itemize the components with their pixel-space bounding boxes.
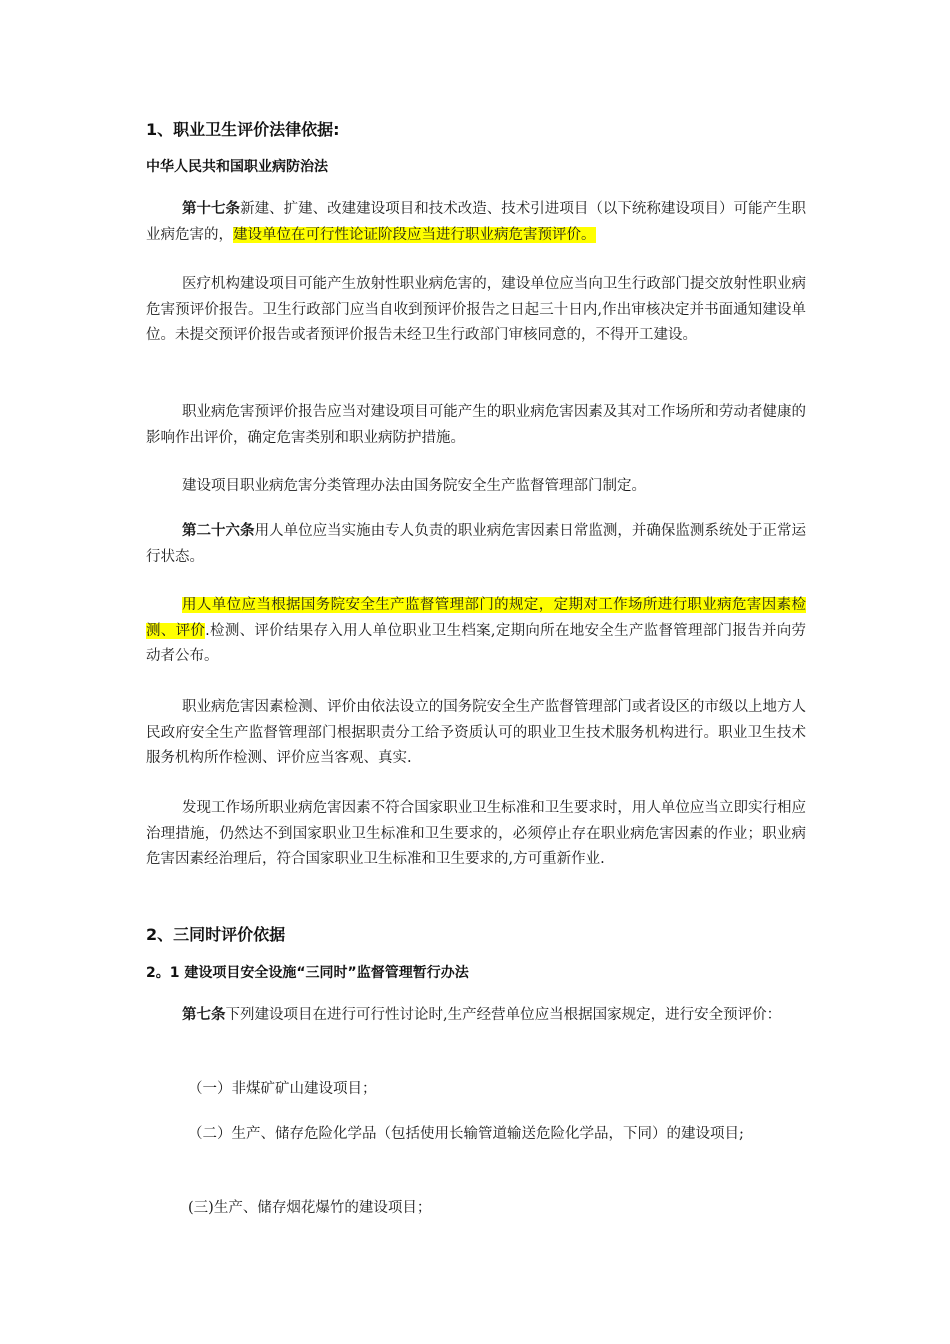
article-7-paragraph [146,1003,806,1029]
article-7-label: 第七条 [182,1007,226,1023]
article-17-text: 新建、扩建、改建建设项目和技术改造、技术引进项目（以下统称建设项目）可能产生职业病危害的， [146,201,807,243]
employer-paragraph [146,593,806,670]
list-item-2: （二）生产、储存危险化学品（包括使用长输管道输送危险化学品，下同）的建设项目; [188,1126,744,1142]
list-item-3: (三)生产、储存烟花爆竹的建设项目； [188,1200,432,1216]
classification-paragraph: 建设项目职业病危害分类管理办法由国务院安全生产监督管理部门制定。 [182,478,646,494]
section-1-title: 1、职业卫生评价法律依据: [146,120,340,139]
employer-highlight: 用人单位应当根据国务院安全生产监督管理部门的规定，定期对工作场所进行职业病危害因素检测、评价 [146,597,806,639]
article-7-text: 下列建设项目在进行可行性讨论时,生产经营单位应当根据国家规定，进行安全预评价： [225,1007,782,1023]
section-2-title: 2、三同时评价依据 [146,925,286,944]
article-26-text: 用人单位应当实施由专人负责的职业病危害因素日常监测，并确保监测系统处于正常运行状态。 [146,523,806,565]
list-item-1: （一）非煤矿矿山建设项目； [188,1081,377,1097]
article-17-highlight: 建设单位在可行性论证阶段应当进行职业病危害预评价。 [233,226,596,243]
article-26-paragraph [146,519,806,570]
pre-evaluation-report-paragraph: 职业病危害预评价报告应当对建设项目可能产生的职业病危害因素及其对工作场所和劳动者健康的影响作出评价，确定危害类别和职业病防护措施。 [146,404,806,446]
medical-institution-paragraph: 医疗机构建设项目可能产生放射性职业病危害的，建设单位应当向卫生行政部门提交放射性职业病危害预评价报告。卫生行政部门应当自收到预评价报告之日起三十日内,作出审核决定并书面通知建设单位。未提交预评价报告或者预评价报告未经卫生行政部门审核同意的，不得开工建设。 [146,276,806,343]
article-17-paragraph [146,197,806,248]
non-compliance-paragraph: 发现工作场所职业病危害因素不符合国家职业卫生标准和卫生要求时，用人单位应当立即实行相应治理措施，仍然达不到国家职业卫生标准和卫生要求的，必须停止存在职业病危害因素的作业；职业病危害因素经治理后，符合国家职业卫生标准和卫生要求的,方可重新作业. [146,800,806,867]
section-2-1-title: 2。1 建设项目安全设施“三同时”监督管理暂行办法 [146,965,469,981]
article-26-label: 第二十六条 [182,523,255,539]
testing-paragraph: 职业病危害因素检测、评价由依法设立的国务院安全生产监督管理部门或者设区的市级以上地方人民政府安全生产监督管理部门根据职责分工给予资质认可的职业卫生技术服务机构进行。职业卫生技术服务机构所作检测、评价应当客观、真实. [146,699,806,766]
law-title: 中华人民共和国职业病防治法 [146,159,328,175]
employer-text: .检测、评价结果存入用人单位职业卫生档案,定期向所在地安全生产监督管理部门报告并向劳动者公布。 [146,622,807,664]
article-17-label: 第十七条 [182,201,241,217]
